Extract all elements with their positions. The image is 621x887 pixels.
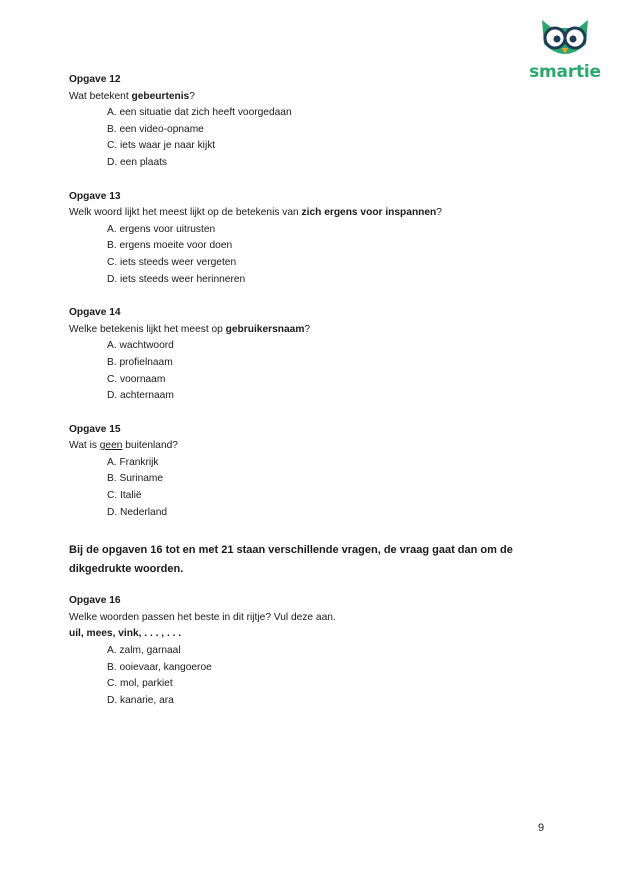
question-title: Opgave 12 — [69, 74, 121, 85]
option-a: A. zalm, garnaal — [107, 645, 181, 657]
option-a: A. een situatie dat zich heeft voorgedaan — [107, 107, 292, 119]
question-12 — [69, 72, 569, 172]
question-15 — [69, 422, 569, 522]
option-b: B. ergens moeite voor doen — [107, 240, 233, 252]
question-title: Opgave 16 — [69, 595, 121, 607]
question-title: Opgave 15 — [69, 423, 121, 435]
option-a: A. Frankrijk — [107, 456, 159, 468]
option-d: D. achternaam — [107, 390, 174, 402]
option-b: B. een video-opname — [107, 123, 204, 135]
question-16 — [69, 593, 569, 709]
option-d: D. Nederland — [107, 506, 168, 518]
question-text: Welk woord lijkt het meest lijkt op de betekenis van zich ergens voor inspannen? — [69, 207, 442, 219]
option-a: A. wachtwoord — [107, 340, 174, 352]
section-intro: Bij de opgaven 16 tot en met 21 staan verschillende vragen, de vraag gaat dan om de dikgedrukte woorden. — [69, 544, 513, 576]
option-c: C. iets waar je naar kijkt — [107, 140, 216, 152]
option-c: C. mol, parkiet — [107, 678, 173, 690]
option-d: D. iets steeds weer herinneren — [107, 273, 246, 285]
question-text: Wat betekent gebeurtenis? — [69, 90, 195, 102]
content — [69, 72, 569, 726]
option-b: B. ooievaar, kangoeroe — [107, 661, 212, 673]
option-d: D. kanarie, ara — [107, 694, 174, 706]
option-b: B. Suriname — [107, 473, 164, 485]
option-d: D. een plaats — [107, 156, 168, 168]
option-a: A. ergens voor uitrusten — [107, 223, 216, 235]
question-14 — [69, 305, 569, 405]
question-title: Opgave 14 — [69, 307, 121, 319]
word-sequence: uil, mees, vink, . . . , . . . — [69, 628, 182, 640]
question-text: Welke woorden passen het beste in dit rijtje? Vul deze aan. — [69, 611, 336, 623]
option-c: C. Italië — [107, 490, 142, 502]
question-text: Wat is geen buitenland? — [69, 440, 178, 452]
option-c: C. voornaam — [107, 373, 166, 385]
question-text: Welke betekenis lijkt het meest op gebruikersnaam? — [69, 323, 311, 335]
logo-text: smartie — [529, 62, 601, 82]
question-title: Opgave 13 — [69, 190, 121, 202]
option-b: B. profielnaam — [107, 356, 173, 368]
option-c: C. iets steeds weer vergeten — [107, 256, 237, 268]
owl-icon — [536, 14, 594, 64]
page-number: 9 — [538, 822, 545, 834]
question-13 — [69, 189, 569, 289]
